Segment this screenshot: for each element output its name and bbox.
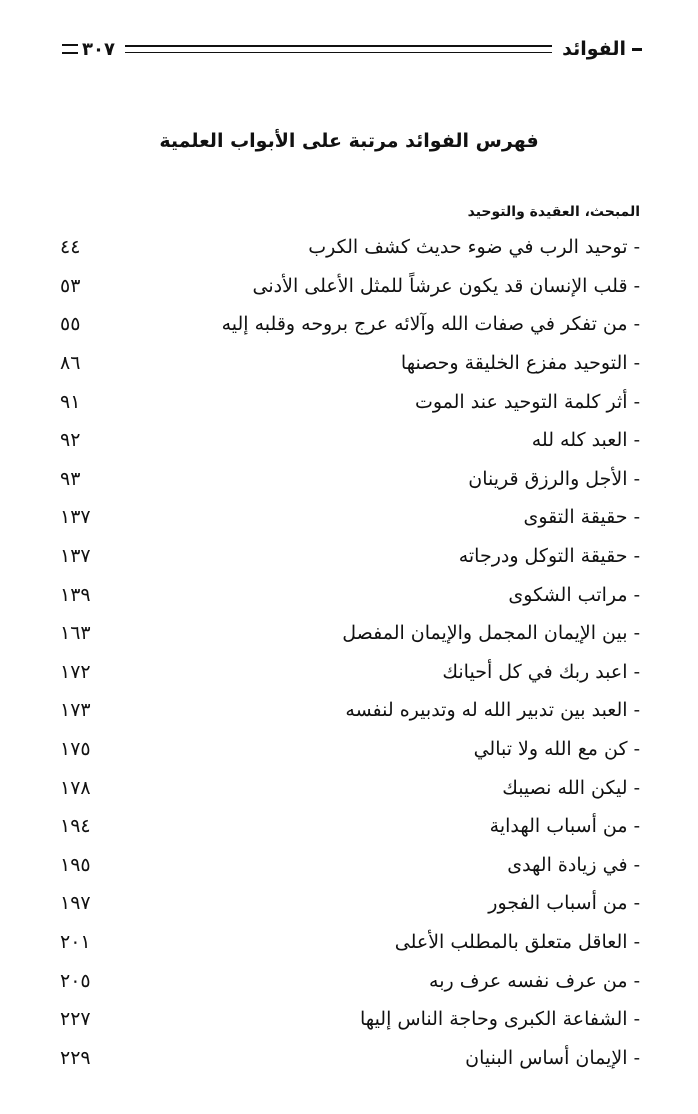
entry-title: - ليكن الله نصيبك [502, 776, 640, 799]
header-page-number: ٣٠٧ [82, 38, 115, 60]
entry-title: - العاقل متعلق بالمطلب الأعلى [394, 930, 640, 953]
index-entry [60, 344, 640, 383]
entry-page-number: ١٣٧ [60, 545, 91, 568]
index-entry [60, 1000, 640, 1039]
entry-title: - مراتب الشكوى [508, 583, 640, 606]
index-entry [60, 614, 640, 653]
entry-page-number: ١٩٧ [60, 892, 91, 915]
running-title: الفوائد [562, 38, 626, 60]
index-entry [60, 691, 640, 730]
index-title: فهرس الفوائد مرتبة على الأبواب العلمية [159, 130, 539, 152]
entry-title: - قلب الإنسان قد يكون عرشاً للمثل الأعلى الأدنى [252, 274, 640, 297]
entry-title: - اعبد ربك في كل أحيانك [442, 660, 640, 683]
index-entry [60, 730, 640, 769]
entry-title: - كن مع الله ولا تبالي [473, 738, 640, 761]
entry-page-number: ٤٤ [60, 236, 81, 259]
section-heading: المبحث، العقيدة والتوحيد [467, 204, 640, 220]
entry-title: - العبد بين تدبير الله له وتدبيره لنفسه [345, 699, 640, 722]
header-dash [632, 48, 642, 51]
entry-title: - الشفاعة الكبرى وحاجة الناس إليها [360, 1008, 640, 1031]
entry-title: - التوحيد مفزع الخليقة وحصنها [400, 352, 640, 375]
entry-page-number: ٢٢٩ [60, 1046, 91, 1069]
entry-title: - حقيقة التوكل ودرجاته [458, 545, 640, 568]
index-entry [60, 768, 640, 807]
entry-page-number: ٩١ [60, 390, 81, 413]
entry-page-number: ٩٣ [60, 467, 81, 490]
entry-page-number: ٢٠١ [60, 930, 91, 953]
header-rule [125, 45, 552, 53]
index-entry [60, 961, 640, 1000]
running-header [62, 34, 642, 64]
index-entries [60, 228, 640, 1077]
entry-page-number: ١٦٣ [60, 622, 91, 645]
entry-title: - توحيد الرب في ضوء حديث كشف الكرب [308, 236, 640, 259]
entry-page-number: ٢٠٥ [60, 969, 91, 992]
entry-title: - من تفكر في صفات الله وآلائه عرج بروحه وقلبه إليه [221, 313, 640, 336]
index-entry [60, 575, 640, 614]
entry-title: - بين الإيمان المجمل والإيمان المفصل [342, 622, 640, 645]
entry-title: - الأجل والرزق قرينان [468, 467, 640, 490]
entry-title: - العبد كله لله [531, 429, 640, 452]
index-entry [60, 228, 640, 267]
entry-page-number: ١٧٥ [60, 738, 91, 761]
entry-page-number: ٢٢٧ [60, 1008, 91, 1031]
entry-page-number: ١٧٣ [60, 699, 91, 722]
entry-page-number: ٩٢ [60, 429, 81, 452]
index-entry [60, 923, 640, 962]
index-entry [60, 421, 640, 460]
entry-page-number: ٥٥ [60, 313, 81, 336]
entry-page-number: ٨٦ [60, 352, 81, 375]
index-entry [60, 498, 640, 537]
index-entry [60, 460, 640, 499]
header-double-dash [62, 44, 78, 54]
index-entry [60, 807, 640, 846]
entry-title: - من أسباب الهداية [489, 815, 640, 838]
index-entry [60, 1038, 640, 1077]
entry-page-number: ١٩٤ [60, 815, 91, 838]
entry-page-number: ٥٣ [60, 274, 81, 297]
entry-title: - من أسباب الفجور [488, 892, 640, 915]
entry-page-number: ١٩٥ [60, 853, 91, 876]
entry-page-number: ١٣٩ [60, 583, 91, 606]
entry-title: - حقيقة التقوى [523, 506, 640, 529]
entry-page-number: ١٧٨ [60, 776, 91, 799]
entry-page-number: ١٧٢ [60, 660, 91, 683]
index-entry [60, 884, 640, 923]
index-entry [60, 382, 640, 421]
index-entry [60, 846, 640, 885]
entry-page-number: ١٣٧ [60, 506, 91, 529]
index-entry [60, 537, 640, 576]
index-entry [60, 267, 640, 306]
entry-title: - الإيمان أساس البنيان [465, 1046, 640, 1069]
index-entry [60, 305, 640, 344]
entry-title: - في زيادة الهدى [507, 853, 640, 876]
index-entry [60, 653, 640, 692]
entry-title: - أثر كلمة التوحيد عند الموت [414, 390, 640, 413]
entry-title: - من عرف نفسه عرف ربه [429, 969, 640, 992]
